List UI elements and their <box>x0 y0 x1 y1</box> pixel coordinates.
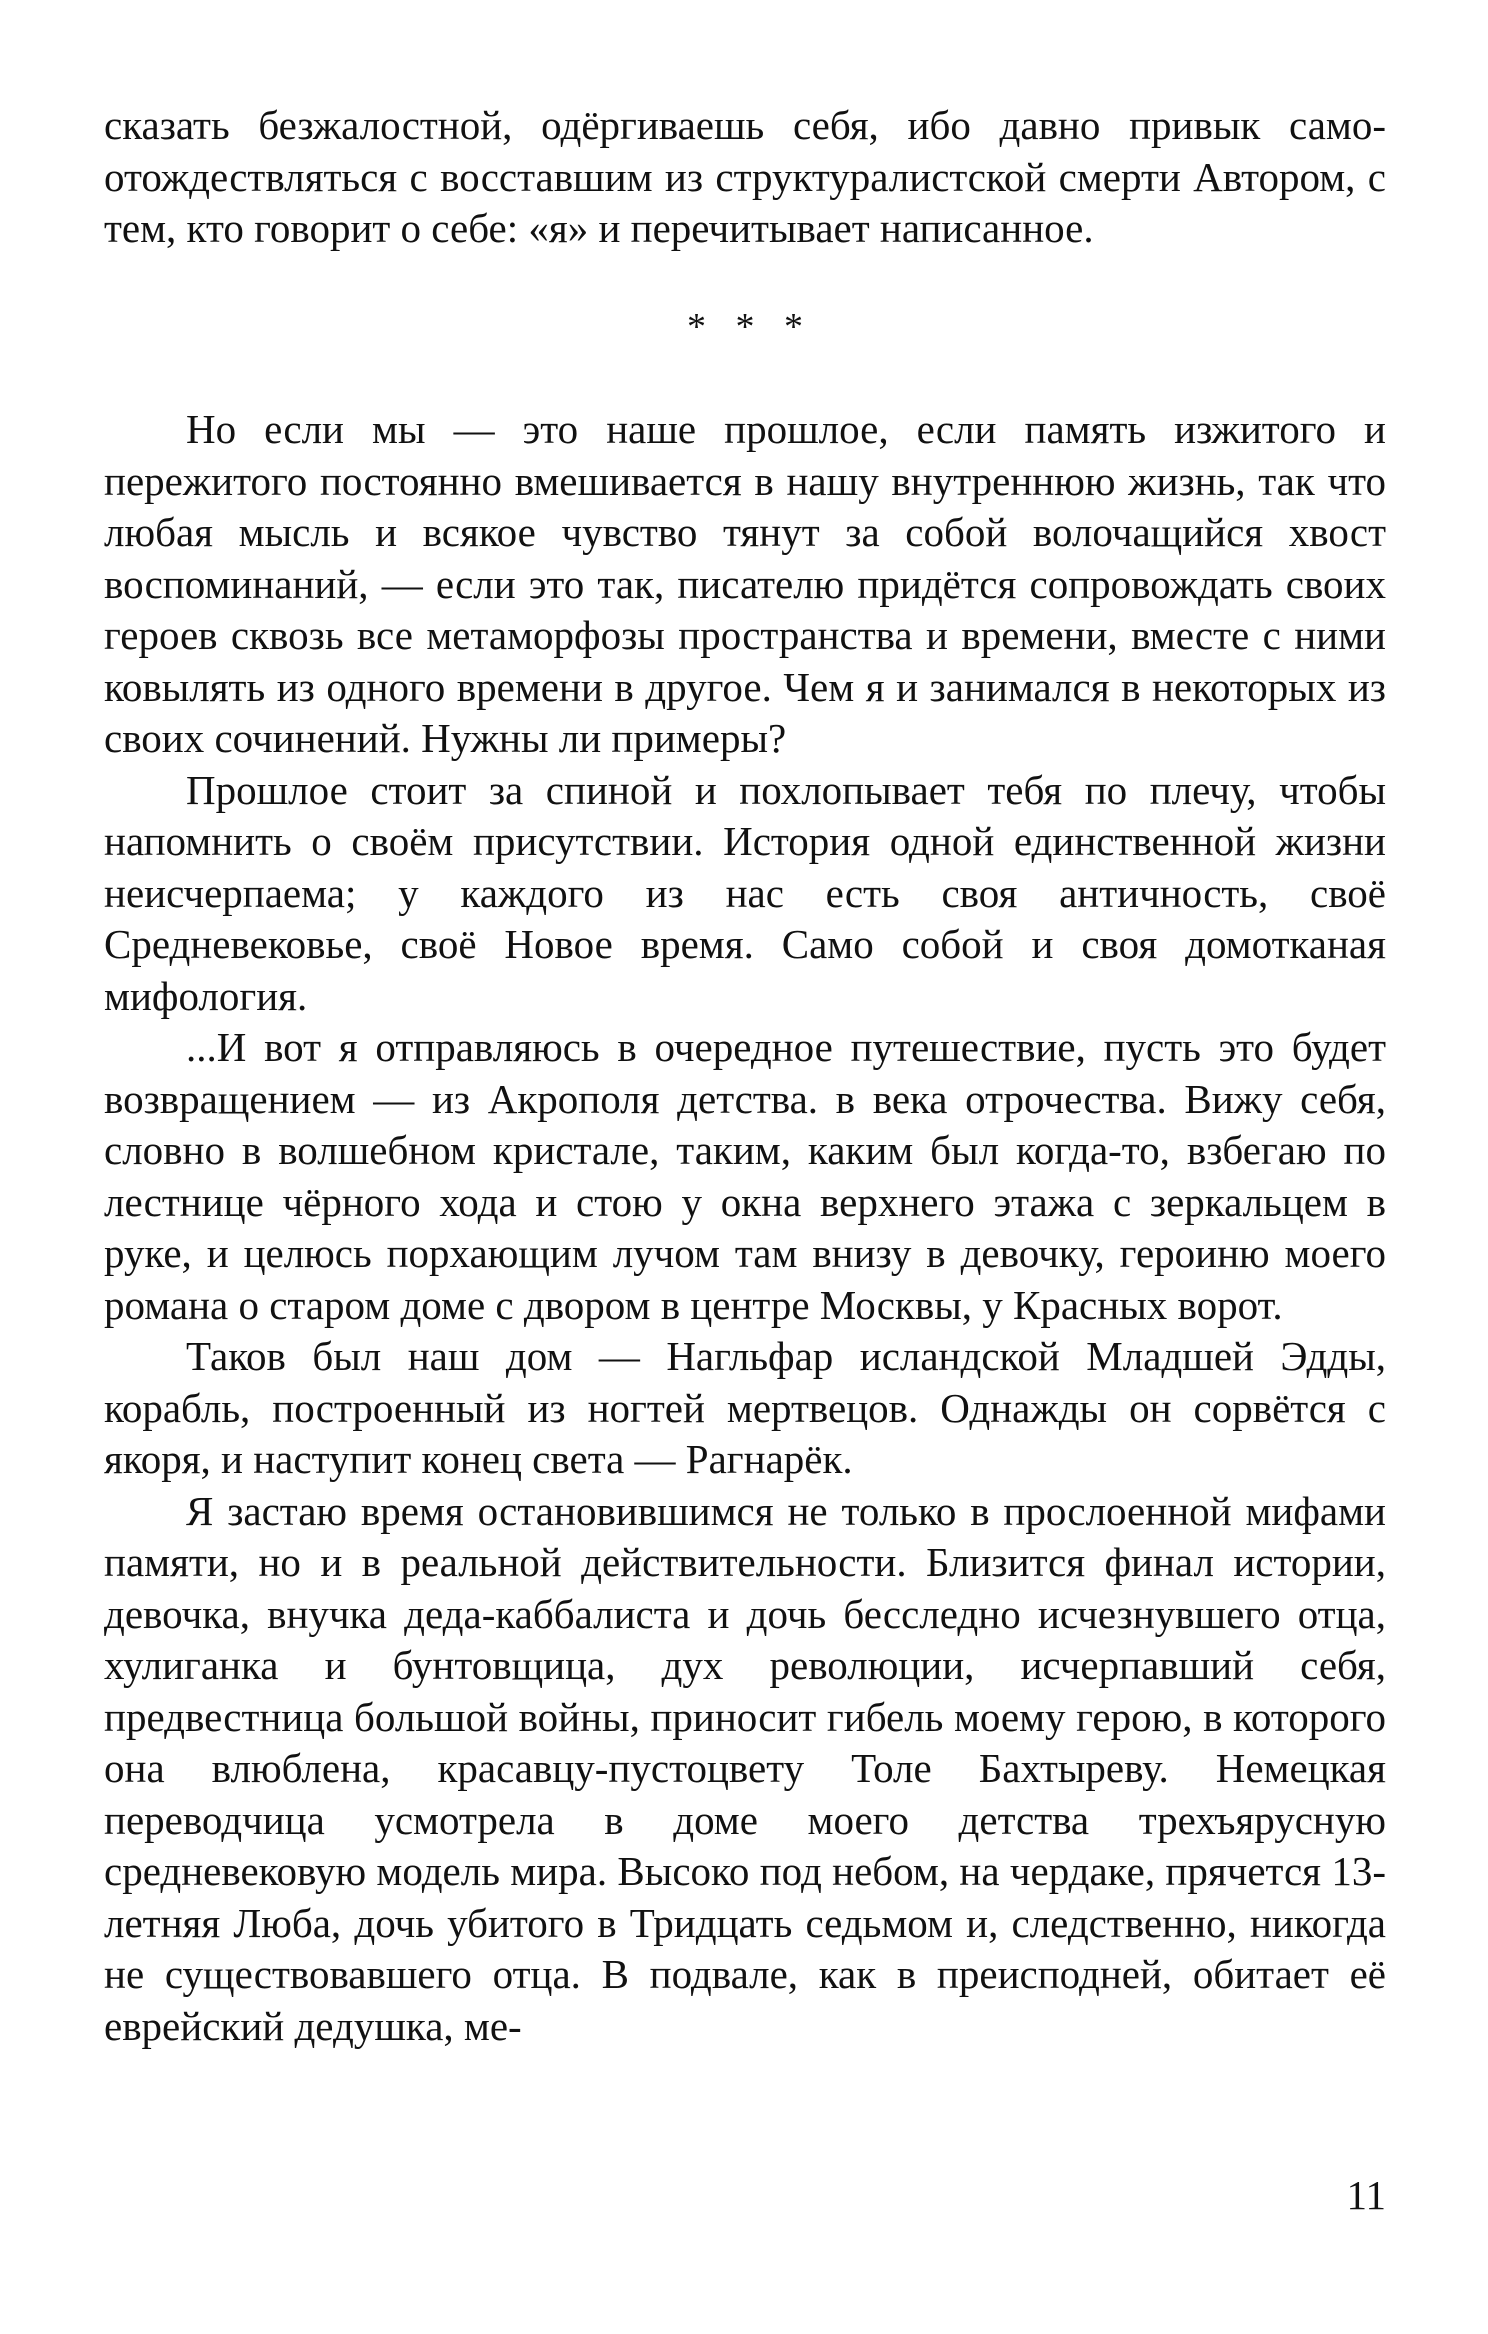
paragraph: Прошлое стоит за спиной и похлопывает тебя по плечу, чтобы напомнить о своём присутствии. История одной единственной жизни неисчерпаема; у каждого из нас есть своя античность, своё Средневековье, своё Новое время. Само собой и своя домотканая мифология. <box>104 766 1386 1019</box>
paragraph: Но если мы — это наше прошлое, если память изжитого и пережитого постоянно вмешивается в нашу внутреннюю жизнь, так что любая мысль и всякое чувство тянут за собой волочащийся хвост воспоминаний, — если это так, писателю придётся сопровождать своих героев сквозь все метаморфозы пространства и времени, вместе с ними ковылять из одного времени в другое. Чем я и занимался в некоторых из своих сочинений. Нужны ли примеры? <box>104 406 1386 761</box>
paragraph: сказать безжалостной, одёргиваешь себя, ибо давно привык самоотождествляться с восставшим из структуралистской смерти Автором, с тем, кто говорит о себе: «я» и перечитывает написанное. <box>104 102 1386 251</box>
paragraph: Я застаю время остановившимся не только в прослоенной мифами памяти, но и в реальной действительности. Близится финал истории, девочка, внучка деда-каббалиста и дочь бесследно исчезнувшего отца, хулиганка и бунтовщица, дух революции, исчерпавший себя, предвестница большой войны, приносит гибель моему герою, в которого она влюблена, красавцу-пустоцвету Толе Бахтыреву. Немецкая переводчица усмотрела в доме моего детства трехъярусную средневековую модель мира. Высоко под небом, на чердаке, прячется 13-летняя Люба, дочь убитого в Тридцать седьмом и, следственно, никогда не существовавшего отца. В подвале, как в преисподней, обитает её еврейский дедушка, ме- <box>104 1487 1386 2049</box>
paragraph: Таков был наш дом — Нагльфар исландской Младшей Эдды, корабль, построенный из ногтей мертвецов. Однажды он сорвётся с якоря, и наступит конец света — Рагнарёк. <box>104 1333 1386 1482</box>
section-separator: * * * <box>687 305 813 348</box>
page-body <box>104 100 1386 2052</box>
page-number: 11 <box>1346 2172 1386 2218</box>
paragraph: ...И вот я отправляюсь в очередное путешествие, пусть это будет возвращением — из Акрополя детства. в века отрочества. Вижу себя, словно в волшебном кристале, таким, каким был когда-то, взбегаю по лестнице чёрного хода и стою у окна верхнего этажа с зеркальцем в руке, и целюсь порхающим лучом там внизу в девочку, героиню моего романа о старом доме с двором в центре Москвы, у Красных ворот. <box>104 1024 1386 1328</box>
text-block <box>104 100 1386 2052</box>
